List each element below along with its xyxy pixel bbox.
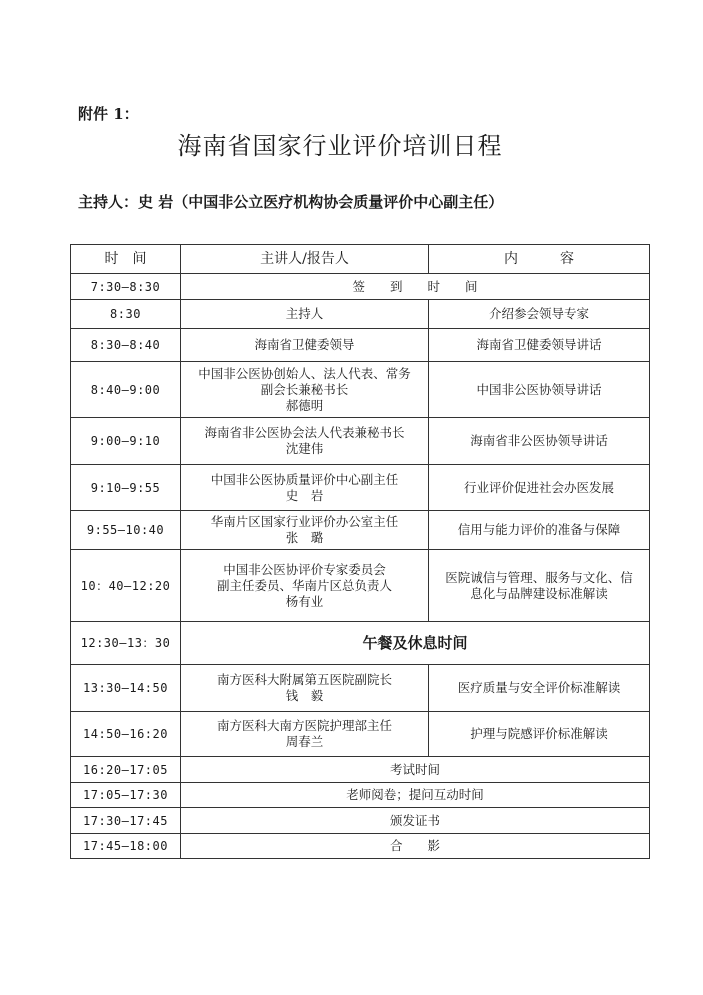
content-cell: [429, 329, 650, 362]
time-cell: 7:30—8:30: [71, 274, 181, 300]
speaker-cell: [181, 418, 429, 465]
time-cell: 9:10—9:55: [71, 465, 181, 511]
speaker-line: 副主任委员、华南片区总负责人: [216, 577, 392, 593]
speaker-line: 海南省非公医协会法人代表兼秘书长: [204, 425, 405, 440]
table-row: [71, 550, 650, 622]
merged-cell: 签 到 时 间: [181, 274, 650, 300]
time-cell: 10：40—12:20: [71, 550, 181, 622]
content-cell: [429, 418, 650, 465]
host-line: 主持人：史 岩（中国非公立医疗机构协会质量评价中心副主任）: [78, 193, 504, 211]
speaker-cell: [181, 465, 429, 511]
time-cell: 8:30—8:40: [71, 329, 181, 362]
time-cell: 13:30—14:50: [71, 665, 181, 712]
content-cell: [429, 511, 650, 550]
speaker-name: 钱 毅: [285, 688, 324, 703]
time-cell: 17:05—17:30: [71, 783, 181, 808]
table-row: [71, 712, 650, 757]
table-row: [71, 783, 650, 808]
speaker-line: 南方医科大附属第五医院副院长: [216, 672, 392, 687]
table-row: [71, 362, 650, 418]
content-line: 行业评价促进社会办医发展: [463, 479, 614, 495]
table-row: [71, 665, 650, 712]
content-line: 信用与能力评价的准备与保障: [457, 522, 621, 537]
merged-cell: 考试时间: [181, 757, 650, 783]
lunch-break-cell: 午餐及休息时间: [181, 622, 650, 665]
table-row: [71, 622, 650, 665]
speaker-name: 郝德明: [285, 397, 324, 413]
table-row: [71, 418, 650, 465]
time-cell: 9:00—9:10: [71, 418, 181, 465]
speaker-name: 史 岩: [285, 487, 324, 503]
content-line: 医院诚信与管理、服务与文化、信: [445, 569, 633, 585]
table-row: [71, 757, 650, 783]
speaker-line: 海南省卫健委领导: [254, 337, 355, 352]
content-line: 医疗质量与安全评价标准解读: [457, 680, 621, 695]
content-line: 中国非公医协领导讲话: [476, 381, 602, 397]
speaker-line: 华南片区国家行业评价办公室主任: [210, 514, 399, 529]
speaker-cell: [181, 712, 429, 757]
time-cell: 12:30—13：30: [71, 622, 181, 665]
table-row: [71, 274, 650, 300]
header-speaker: 主讲人/报告人: [181, 245, 429, 274]
table-header-row: [71, 245, 650, 274]
table-row: [71, 808, 650, 834]
content-cell: [429, 362, 650, 418]
attachment-label: 附件 1：: [78, 105, 139, 123]
table-row: [71, 300, 650, 329]
speaker-line: 中国非公医协质量评价中心副主任: [210, 471, 399, 487]
speaker-line: 副会长兼秘书长: [260, 381, 349, 397]
time-cell: 9:55—10:40: [71, 511, 181, 550]
speaker-line: 南方医科大南方医院护理部主任: [216, 718, 392, 733]
merged-cell: 老师阅卷；提问互动时间: [181, 783, 650, 808]
merged-cell: 合 影: [181, 834, 650, 859]
content-line: 海南省卫健委领导讲话: [476, 337, 602, 352]
time-cell: 17:30—17:45: [71, 808, 181, 834]
content-cell: [429, 550, 650, 622]
time-cell: 17:45—18:00: [71, 834, 181, 859]
speaker-name: 杨有业: [285, 593, 324, 609]
speaker-cell: [181, 300, 429, 329]
table-row: [71, 511, 650, 550]
speaker-line: 中国非公医协评价专家委员会: [223, 561, 386, 577]
content-cell: [429, 712, 650, 757]
speaker-cell: [181, 329, 429, 362]
content-cell: [429, 465, 650, 511]
time-cell: 16:20—17:05: [71, 757, 181, 783]
table-row: [71, 329, 650, 362]
content-line: 海南省非公医协领导讲话: [470, 433, 608, 448]
speaker-cell: [181, 362, 429, 418]
time-cell: 8:40—9:00: [71, 362, 181, 418]
speaker-line: 主持人: [285, 306, 324, 321]
speaker-cell: [181, 511, 429, 550]
speaker-cell: [181, 550, 429, 622]
table-row: [71, 834, 650, 859]
content-line: 息化与品牌建设标准解读: [470, 585, 608, 601]
header-time: 时 间: [71, 245, 181, 274]
document-title: 海南省国家行业评价培训日程: [177, 132, 503, 160]
merged-cell: 颁发证书: [181, 808, 650, 834]
schedule-table: [70, 244, 650, 859]
speaker-line: 中国非公医协创始人、法人代表、常务: [198, 365, 411, 381]
speaker-name: 张 璐: [285, 530, 324, 545]
content-line: 护理与院感评价标准解读: [470, 726, 608, 741]
speaker-name: 沈建伟: [285, 441, 324, 456]
content-cell: [429, 300, 650, 329]
table-row: [71, 465, 650, 511]
content-line: 介绍参会领导专家: [488, 306, 589, 321]
speaker-name: 周春兰: [285, 734, 324, 749]
time-cell: 14:50—16:20: [71, 712, 181, 757]
content-cell: [429, 665, 650, 712]
time-cell: 8:30: [71, 300, 181, 329]
speaker-cell: [181, 665, 429, 712]
header-content: 内 容: [429, 245, 650, 274]
